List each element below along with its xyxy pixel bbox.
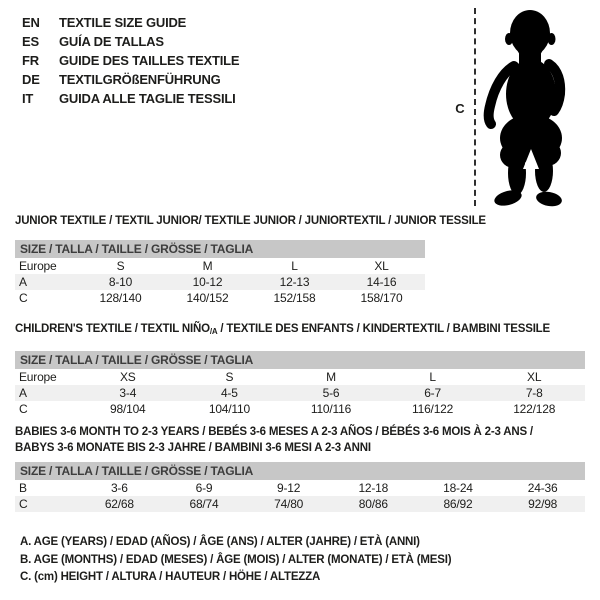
size-cell: 10-12 (164, 274, 251, 290)
size-cell: 86/92 (416, 496, 501, 512)
size-cell: 24-36 (527, 481, 558, 495)
row-label: B (19, 481, 27, 495)
size-cell: 68/74 (162, 496, 247, 512)
size-header-bar: SIZE / TALLA / TAILLE / GRÖSSE / TAGLIA (15, 240, 425, 258)
size-cell: 9-12 (277, 481, 301, 495)
height-measure-label: C (455, 101, 465, 116)
lang-title: GUIDE DES TAILLES TEXTILE (59, 53, 240, 68)
lang-row-fr (22, 51, 239, 70)
children-section (15, 322, 585, 417)
size-cell: 6-7 (382, 385, 484, 401)
size-cell: 74/80 (246, 496, 331, 512)
table-row (15, 369, 585, 385)
lang-row-en (22, 13, 239, 32)
babies-title-line1: BABIES 3-6 MONTH TO 2-3 YEARS / BEBÉS 3-6 MESES A 2-3 AÑOS / BÉBÉS 3-6 MOIS À 2-3 ANS / (15, 426, 533, 438)
size-cell: 3-6 (110, 481, 128, 495)
size-cell: 6-9 (195, 481, 213, 495)
lang-code: ES (22, 34, 39, 49)
size-cell: 92/98 (500, 496, 585, 512)
size-cell: 7-8 (483, 385, 585, 401)
size-cell: 14-16 (338, 274, 425, 290)
size-cell: 98/104 (110, 402, 146, 416)
size-cell: 12-13 (251, 274, 338, 290)
size-cell: 3-4 (77, 385, 179, 401)
baby-silhouette-icon (481, 8, 581, 208)
size-header-bar: SIZE / TALLA / TAILLE / GRÖSSE / TAGLIA (15, 351, 585, 369)
row-label: A (15, 274, 77, 290)
table-row (15, 480, 585, 496)
table-row (15, 290, 425, 306)
babies-section (15, 424, 585, 512)
row-label: C (19, 402, 28, 416)
language-title-list (22, 13, 239, 108)
lang-title: GUÍA DE TALLAS (59, 34, 164, 49)
junior-table-title: JUNIOR TEXTILE / TEXTIL JUNIOR/ TEXTILE JUNIOR / JUNIORTEXTIL / JUNIOR TESSILE (15, 215, 486, 227)
babies-title-line2: BABYS 3-6 MONATE BIS 2-3 JAHRE / BAMBINI 3-6 MESI A 2-3 ANNI (15, 442, 371, 454)
size-cell: M (326, 370, 336, 384)
size-cell: 104/110 (208, 402, 250, 416)
size-cell: M (202, 259, 213, 273)
size-header-bar: SIZE / TALLA / TAILLE / GRÖSSE / TAGLIA (15, 462, 585, 480)
size-cell: S (225, 370, 234, 384)
size-cell: S (116, 259, 125, 273)
size-cell: 8-10 (77, 274, 164, 290)
lang-title: TEXTILGRÖßENFÜHRUNG (59, 72, 221, 87)
children-size-table (15, 351, 585, 417)
lang-code: FR (22, 53, 39, 68)
size-cell: L (429, 370, 436, 384)
size-cell: 158/170 (360, 291, 403, 305)
size-cell: 116/122 (412, 402, 454, 416)
row-label: Europe (19, 259, 57, 273)
size-cell: XL (374, 259, 389, 273)
row-label: C (15, 496, 77, 512)
size-cell: 12-18 (358, 481, 389, 495)
lang-code: EN (22, 15, 40, 30)
table-row (15, 274, 425, 290)
table-row (15, 258, 425, 274)
footnote-c: C. (cm) HEIGHT / ALTURA / HAUTEUR / HÖHE / ALTEZZA (20, 571, 321, 583)
lang-title: TEXTILE SIZE GUIDE (59, 15, 187, 30)
size-cell: 18-24 (443, 481, 473, 495)
table-row (15, 385, 585, 401)
footnote-b: B. AGE (MONTHS) / EDAD (MESES) / ÂGE (MOIS) / ALTER (MONATE) / ETÀ (MESI) (20, 553, 452, 566)
size-cell: 4-5 (179, 385, 281, 401)
footnote-a: A. AGE (YEARS) / EDAD (AÑOS) / ÂGE (ANS) / ALTER (JAHRE) / ETÀ (ANNI) (20, 536, 420, 548)
size-cell: 110/116 (310, 402, 352, 416)
lang-code: DE (22, 72, 40, 87)
size-cell: 140/152 (186, 291, 229, 305)
height-measure-line (474, 8, 476, 206)
size-cell: 5-6 (280, 385, 382, 401)
lang-code: IT (22, 91, 34, 106)
row-label: Europe (19, 370, 57, 384)
table-row (15, 496, 585, 512)
row-label: A (15, 385, 77, 401)
size-cell: 152/158 (273, 291, 316, 305)
size-cell: 128/140 (99, 291, 142, 305)
lang-row-de (22, 70, 239, 89)
babies-size-table (15, 462, 585, 512)
size-cell: XL (527, 370, 542, 384)
junior-size-table (15, 240, 425, 306)
size-cell: 122/128 (513, 402, 556, 416)
row-label: C (19, 291, 28, 305)
babies-table-title (15, 424, 585, 456)
lang-row-es (22, 32, 239, 51)
size-cell: L (291, 259, 298, 273)
children-table-title: CHILDREN'S TEXTILE / TEXTIL $NIÑO_{/A}$ / TEXTILE DES ENFANTS / KINDERTEXTIL / BAMBINI TESSILE (15, 323, 550, 336)
size-cell: XS (119, 370, 136, 384)
junior-section (15, 214, 486, 306)
footnote-legend (20, 534, 451, 587)
lang-row-it (22, 89, 239, 108)
size-cell: 62/68 (77, 496, 162, 512)
lang-title: GUIDA ALLE TAGLIE TESSILI (59, 91, 236, 106)
table-row (15, 401, 585, 417)
title-subscript: /A (209, 327, 218, 336)
size-cell: 80/86 (331, 496, 416, 512)
